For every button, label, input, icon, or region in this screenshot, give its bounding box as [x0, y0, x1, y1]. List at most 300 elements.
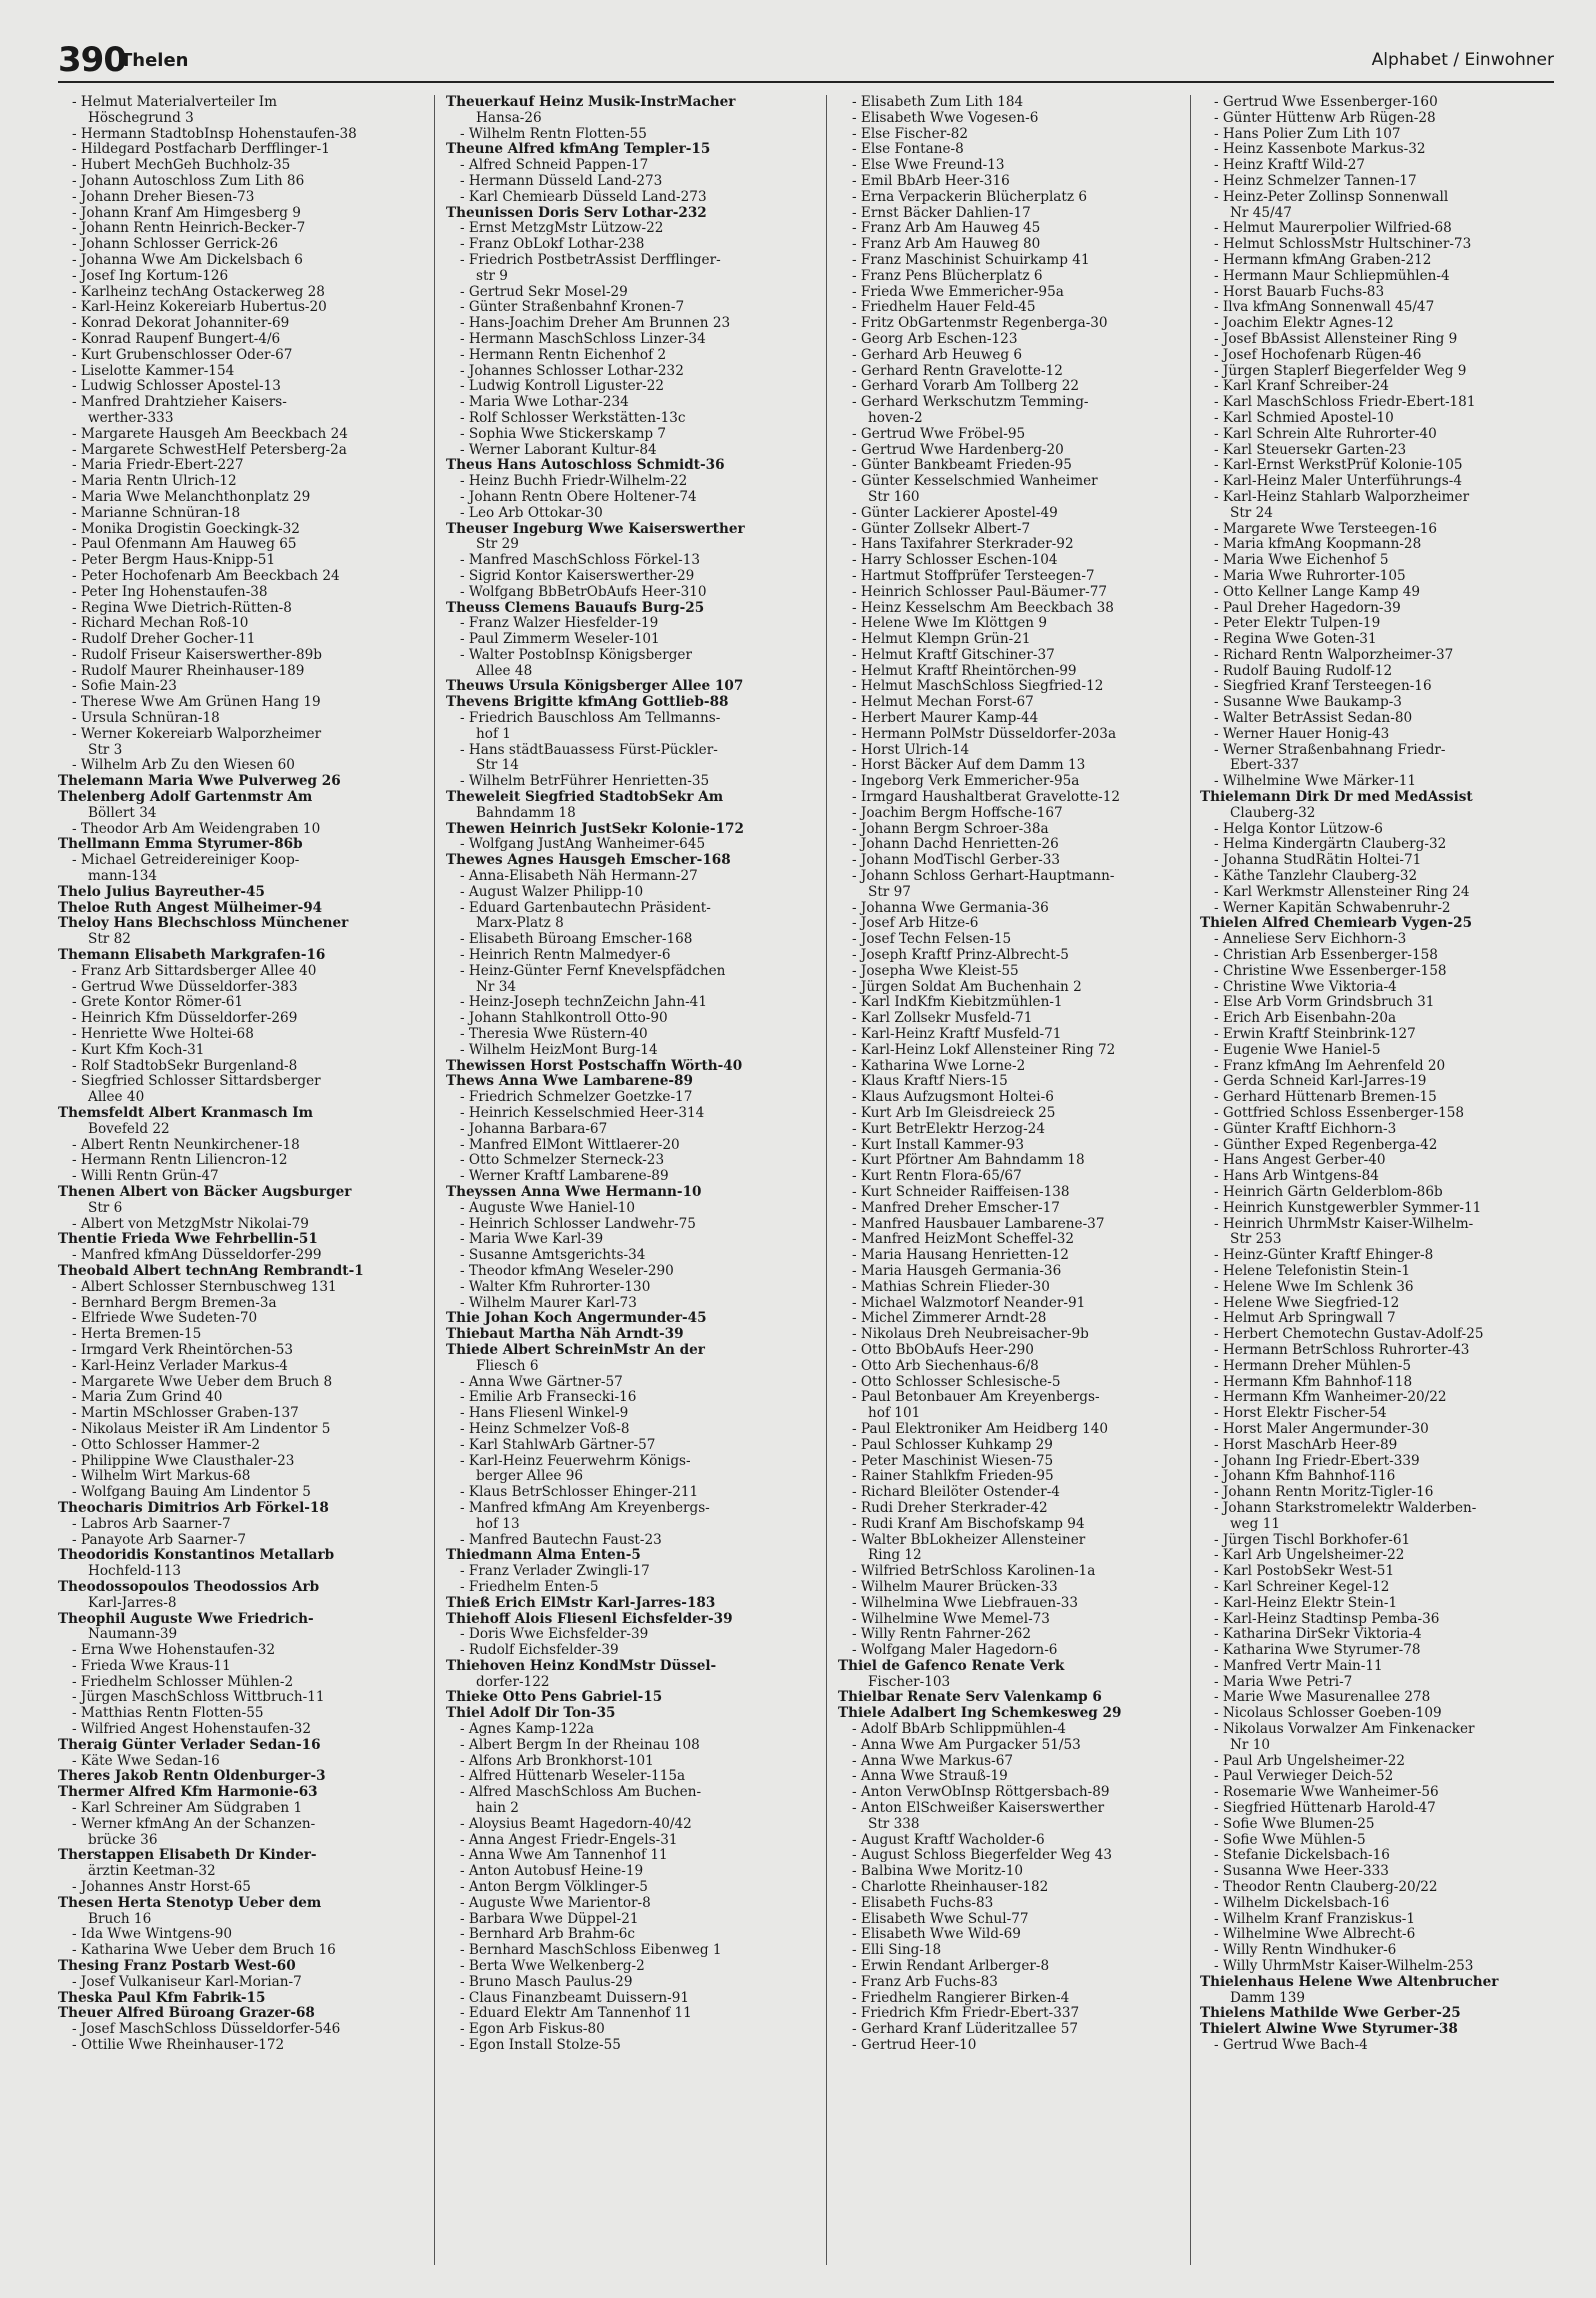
directory-line: - Wilhelm Rentn Flotten-55 [460, 126, 647, 142]
directory-line: Theweleit Siegfried StadtobSekr Am [446, 790, 724, 806]
directory-line: - Heinz-Joseph technZeichn Jahn-41 [460, 995, 707, 1011]
directory-line: Thielert Alwine Wwe Styrumer-38 [1200, 2022, 1458, 2038]
directory-line: Thewissen Horst Postschaffn Wörth-40 [446, 1058, 743, 1074]
directory-line: - Walter PostobInsp Königsberger [460, 647, 692, 663]
directory-line: - Helmut MaschSchloss Siegfried-12 [852, 679, 1104, 695]
directory-line: - Maria Rentn Ulrich-12 [72, 474, 237, 490]
directory-line: - Konrad Dekorat Johanniter-69 [72, 316, 290, 332]
directory-line: - Heinrich Gärtn Gelderblom-86b [1214, 1184, 1443, 1200]
directory-line: - Kurt Grubenschlosser Oder-67 [72, 347, 293, 363]
directory-line: - Peter Maschinist Wiesen-75 [852, 1453, 1054, 1469]
directory-line: - Johann Rentn Moritz-Tigler-16 [1214, 1485, 1434, 1501]
directory-line: - Heinz-Günter Kraftf Ehinger-8 [1214, 1248, 1434, 1264]
directory-line: - Christine Wwe Viktoria-4 [1214, 979, 1397, 995]
directory-line: Karl-Jarres-8 [88, 1595, 177, 1611]
directory-line: - Karl-Heinz Lokf Allensteiner Ring 72 [852, 1042, 1116, 1058]
directory-line: - Susanne Amtsgerichts-34 [460, 1248, 646, 1264]
directory-line: - Alfred Schneid Pappen-17 [460, 158, 649, 174]
directory-line: - Elisabeth Wwe Schul-77 [852, 1911, 1029, 1927]
directory-line: - Wilhelm Maurer Karl-73 [460, 1295, 637, 1311]
directory-line: - Anna Wwe Gärtner-57 [460, 1374, 623, 1390]
directory-line: - Günter Bankbeamt Frieden-95 [852, 458, 1072, 474]
directory-line: Str 29 [476, 537, 519, 553]
directory-line: - Helmut Materialverteiler Im [72, 95, 277, 110]
directory-line: hof 1 [476, 726, 511, 742]
directory-line: - Karl Werkmstr Allensteiner Ring 24 [1214, 884, 1470, 900]
directory-line: - Joachim Elektr Agnes-12 [1214, 316, 1394, 332]
directory-line: - Friedhelm Schlosser Mühlen-2 [72, 1674, 294, 1690]
directory-line: - Helga Kontor Lützow-6 [1214, 821, 1383, 837]
directory-line: - Eugenie Wwe Haniel-5 [1214, 1042, 1381, 1058]
directory-line: - Manfred Drahtzieher Kaisers- [72, 395, 287, 411]
directory-line: - Otto Arb Siechenhaus-6/8 [852, 1358, 1039, 1374]
directory-line: - Jürgen Tischl Borkhofer-61 [1214, 1532, 1411, 1548]
directory-line: - Maria kfmAng Koopmann-28 [1214, 537, 1422, 553]
directory-line: - August Kraftf Wacholder-6 [852, 1832, 1045, 1848]
directory-line: - Heinrich Schlosser Landwehr-75 [460, 1216, 696, 1232]
directory-line: - Gerhard Arb Heuweg 6 [852, 347, 1023, 363]
directory-line: - Willy Rentn Fahrner-262 [852, 1627, 1031, 1643]
directory-line: - Erwin Kraftf Steinbrink-127 [1214, 1027, 1416, 1043]
directory-line: Thie Johan Koch Angermunder-45 [446, 1311, 707, 1327]
directory-line: - Franz Arb Fuchs-83 [852, 1974, 998, 1990]
directory-line: - Hildegard Postfacharb Derfflinger-1 [72, 142, 330, 158]
directory-line: - Helmut Kraftf Rheintörchen-99 [852, 663, 1077, 679]
header-rule [58, 81, 1554, 83]
directory-line: - Bernhard Arb Brahm-6c [460, 1927, 636, 1943]
directory-line: - Karl-Heinz Maler Unterführungs-4 [1214, 474, 1463, 490]
directory-line: hain 2 [476, 1801, 519, 1817]
directory-line: - Josef BbAssist Allensteiner Ring 9 [1214, 331, 1458, 347]
directory-line: - Sigrid Kontor Kaiserswerther-29 [460, 568, 695, 584]
directory-line: - Matthias Rentn Flotten-55 [72, 1706, 264, 1722]
directory-line: - Anna Wwe Markus-67 [852, 1753, 1014, 1769]
directory-line: - Hans-Joachim Dreher Am Brunnen 23 [460, 316, 731, 332]
directory-line: - Albert Schlosser Sternbuschweg 131 [72, 1279, 337, 1295]
directory-line: - Egon Install Stolze-55 [460, 2038, 621, 2054]
directory-line: - Wilhelm BetrFührer Henrietten-35 [460, 774, 710, 790]
directory-line: - Wilhelm Wirt Markus-68 [72, 1469, 251, 1485]
directory-line: - Siegfried Hüttenarb Harold-47 [1214, 1801, 1436, 1817]
directory-line: - Kurt Install Kammer-93 [852, 1137, 1024, 1153]
directory-line: Thenen Albert von Bäcker Augsburger [58, 1184, 352, 1200]
directory-line: - Helene Telefonistin Stein-1 [1214, 1263, 1411, 1279]
directory-line: - Ingeborg Verk Emmericher-95a [852, 774, 1080, 790]
directory-line: - Anna Angest Friedr-Engels-31 [460, 1832, 678, 1848]
directory-line: - Johann Dreher Biesen-73 [72, 189, 255, 205]
directory-line: - Wilhelm Dickelsbach-16 [1214, 1895, 1390, 1911]
directory-line: Theuss Clemens Bauaufs Burg-25 [446, 600, 705, 616]
directory-line: - Horst Bauarb Fuchs-83 [1214, 284, 1385, 300]
directory-line: - Maria Zum Grind 40 [72, 1390, 223, 1406]
directory-line: - Katharina Wwe Ueber dem Bruch 16 [72, 1943, 336, 1959]
directory-line: - Friedhelm Rangierer Birken-4 [852, 1990, 1070, 2006]
directory-line: - Hermann PolMstr Düsseldorfer-203a [852, 726, 1117, 742]
directory-line: Thielenhaus Helene Wwe Altenbrucher [1200, 1974, 1499, 1990]
directory-line: - Manfred Bautechn Faust-23 [460, 1532, 662, 1548]
directory-line: - Anton ElSchweißer Kaiserswerther [852, 1801, 1105, 1817]
directory-line: - Manfred ElMont Wittlaerer-20 [460, 1137, 680, 1153]
directory-line: - Albert Bergm In der Rheinau 108 [460, 1737, 700, 1753]
directory-line: - Helmut Maurerpolier Wilfried-68 [1214, 221, 1452, 237]
directory-line: - Ilva kfmAng Sonnenwall 45/47 [1214, 300, 1435, 316]
directory-line: - Richard Bleilöter Ostender-4 [852, 1485, 1060, 1501]
directory-line: - Maria Wwe Karl-39 [460, 1232, 604, 1248]
directory-line: - Ida Wwe Wintgens-90 [72, 1927, 233, 1943]
directory-line: - Karl-Heinz Kraftf Musfeld-71 [852, 1027, 1062, 1043]
directory-line: Thesing Franz Postarb West-60 [58, 1959, 296, 1975]
directory-line: - Gertrud Heer-10 [852, 2038, 977, 2054]
directory-line: Str 97 [868, 884, 911, 900]
directory-line: Theune Alfred kfmAng Templer-15 [446, 142, 711, 158]
directory-line: - Hermann Rentn Liliencron-12 [72, 1153, 288, 1169]
directory-line: Theraig Günter Verlader Sedan-16 [58, 1737, 321, 1753]
directory-line: - Kurt BetrElektr Herzog-24 [852, 1121, 1045, 1137]
directory-line: - Helene Wwe Siegfried-12 [1214, 1295, 1400, 1311]
directory-line: - Heinz Buchh Friedr-Wilhelm-22 [460, 474, 688, 490]
directory-line: - Karl-Ernst WerkstPrüf Kolonie-105 [1214, 458, 1463, 474]
directory-line: - Heinrich UhrmMstr Kaiser-Wilhelm- [1214, 1216, 1474, 1232]
directory-line: - Willy UhrmMstr Kaiser-Wilhelm-253 [1214, 1959, 1474, 1975]
directory-line: - Franz Verlader Zwingli-17 [460, 1564, 650, 1580]
directory-line: - Werner Straßenbahnang Friedr- [1214, 742, 1446, 758]
directory-line: - Elisabeth Wwe Vogesen-6 [852, 110, 1039, 126]
directory-line: - Rudolf Dreher Gocher-11 [72, 632, 256, 648]
directory-line: - Agnes Kamp-122a [460, 1722, 595, 1738]
directory-line: - Gerhard Rentn Gravelotte-12 [852, 363, 1063, 379]
directory-line: - Doris Wwe Eichsfelder-39 [460, 1627, 649, 1643]
directory-line: - Maria Wwe Petri-7 [1214, 1674, 1353, 1690]
directory-line: Thiebaut Martha Näh Arndt-39 [446, 1327, 684, 1343]
directory-line: - Heinz Kassenbote Markus-32 [1214, 142, 1426, 158]
directory-line: - Philippine Wwe Clausthaler-23 [72, 1453, 295, 1469]
directory-line: - Gottfried Schloss Essenberger-158 [1214, 1106, 1465, 1121]
directory-line: - Franz kfmAng Im Aehrenfeld 20 [1214, 1058, 1446, 1074]
column-divider [434, 95, 435, 2265]
directory-line: - Maria Wwe Ruhrorter-105 [1214, 568, 1406, 584]
directory-line: - Anton Bergm Völklinger-5 [460, 1880, 648, 1896]
directory-line: - Helmut Mechan Forst-67 [852, 695, 1034, 711]
directory-line: - Sofie Main-23 [72, 679, 177, 695]
directory-line: - Hermann Dreher Mühlen-5 [1214, 1358, 1412, 1374]
directory-line: - Panayote Arb Saarner-7 [72, 1532, 247, 1548]
directory-line: - Auguste Wwe Marientor-8 [460, 1895, 651, 1911]
directory-line: Thews Anna Wwe Lambarene-89 [446, 1074, 693, 1090]
directory-line: - Hans Fliesenl Winkel-9 [460, 1406, 629, 1422]
column-4 [1200, 95, 1550, 2054]
directory-line: - Johanna Wwe Am Dickelsbach 6 [72, 252, 303, 268]
directory-line: - Georg Arb Eschen-123 [852, 331, 1018, 347]
directory-line: - Johanna Wwe Germania-36 [852, 900, 1049, 916]
directory-line: - Horst Elektr Fischer-54 [1214, 1406, 1387, 1422]
directory-line: - Gerhard Hüttenarb Bremen-15 [1214, 1090, 1437, 1106]
directory-line: - Franz Maschinist Schuirkamp 41 [852, 252, 1090, 268]
directory-line: - August Walzer Philipp-10 [460, 884, 644, 900]
directory-line: Theres Jakob Rentn Oldenburger-3 [58, 1769, 326, 1785]
directory-line: - Rosemarie Wwe Wanheimer-56 [1214, 1785, 1439, 1801]
directory-line: Marx-Platz 8 [476, 916, 564, 932]
directory-line: - Klaus Aufzugsmont Holtei-6 [852, 1090, 1054, 1106]
directory-line: - Elisabeth Fuchs-83 [852, 1895, 994, 1911]
directory-line: - Gerda Schneid Karl-Jarres-19 [1214, 1074, 1427, 1090]
directory-line: - Paul Verwieger Deich-52 [1214, 1769, 1394, 1785]
directory-line: Thielens Mathilde Wwe Gerber-25 [1200, 2006, 1461, 2022]
directory-line: - Horst MaschArb Heer-89 [1214, 1437, 1398, 1453]
directory-line: - Ludwig Kontroll Liguster-22 [460, 379, 664, 395]
directory-line: - Elisabeth Büroang Emscher-168 [460, 932, 693, 948]
directory-line: - Anna Wwe Am Purgacker 51/53 [852, 1737, 1081, 1753]
directory-line: Thielemann Dirk Dr med MedAssist [1200, 790, 1473, 806]
directory-line: - Anton VerwObInsp Röttgersbach-89 [852, 1785, 1110, 1801]
directory-line: - Jürgen Staplerf Biegerfelder Weg 9 [1214, 363, 1467, 379]
directory-line: - Karl Zollsekr Musfeld-71 [852, 1011, 1033, 1027]
directory-line: - Hermann Kfm Wanheimer-20/22 [1214, 1390, 1447, 1406]
directory-line: - Peter Ing Hohenstaufen-38 [72, 584, 268, 600]
directory-line: - Emilie Arb Fransecki-16 [460, 1390, 637, 1406]
directory-line: Thieß Erich ElMstr Karl-Jarres-183 [446, 1595, 716, 1611]
directory-line: - Josef MaschSchloss Düsseldorfer-546 [72, 2022, 341, 2038]
directory-line: dorfer-122 [476, 1674, 550, 1690]
directory-line: Str 24 [1230, 505, 1273, 521]
directory-line: - Gerhard Kranf Lüderitzallee 57 [852, 2022, 1079, 2038]
directory-line: Str 3 [88, 742, 123, 758]
directory-line: - Katharina Wwe Styrumer-78 [1214, 1643, 1421, 1659]
directory-line: - Maria Hausang Henrietten-12 [852, 1248, 1069, 1264]
column-divider [826, 95, 827, 2265]
directory-line: - Friedhelm Hauer Feld-45 [852, 300, 1036, 316]
directory-line: - Hermann Rentn Eichenhof 2 [460, 347, 667, 363]
directory-line: - Otto Schmelzer Sterneck-23 [460, 1153, 665, 1169]
directory-line: Theunissen Doris Serv Lothar-232 [446, 205, 707, 221]
directory-line: - Karl Schreiner Kegel-12 [1214, 1579, 1390, 1595]
directory-line: - Karl-Heinz Kokereiarb Hubertus-20 [72, 300, 327, 316]
directory-line: Ebert-337 [1230, 758, 1300, 774]
directory-line: - Franz Arb Sittardsberger Allee 40 [72, 963, 317, 979]
directory-line: - Josef Arb Hitze-6 [852, 916, 979, 932]
directory-line: Thielbar Renate Serv Valenkamp 6 [838, 1690, 1102, 1706]
directory-line: - Konrad Raupenf Bungert-4/6 [72, 331, 281, 347]
directory-line: - Hans städtBauassess Fürst-Pückler- [460, 742, 718, 758]
directory-line: - Henriette Wwe Holtei-68 [72, 1027, 254, 1043]
directory-line: Nr 45/47 [1230, 205, 1292, 221]
directory-line: str 9 [476, 268, 508, 284]
directory-line: - Paul Arb Ungelsheimer-22 [1214, 1753, 1406, 1769]
directory-line: - Karl-Heinz Stadtinsp Pemba-36 [1214, 1611, 1440, 1627]
directory-line: - Erwin Rendant Arlberger-8 [852, 1959, 1050, 1975]
directory-line: - Wolfgang BbBetrObAufs Heer-310 [460, 584, 707, 600]
directory-line: - Hermann Maur Schliepmühlen-4 [1214, 268, 1450, 284]
directory-line: - Manfred Vertr Main-11 [1214, 1658, 1383, 1674]
directory-line: - Ursula Schnüran-18 [72, 711, 220, 727]
directory-line: - Marie Wwe Masurenallee 278 [1214, 1690, 1431, 1706]
directory-line: - Karl-Heinz Elektr Stein-1 [1214, 1595, 1398, 1611]
directory-line: - Anneliese Serv Eichhorn-3 [1214, 932, 1407, 948]
column-2 [446, 95, 796, 2054]
directory-line: - Johanna StudRätin Holtei-71 [1214, 853, 1422, 869]
directory-line: - Kurt Schneider Raiffeisen-138 [852, 1184, 1070, 1200]
directory-line: - Bernhard Bergm Bremen-3a [72, 1295, 277, 1311]
directory-line: - Horst Maler Angermunder-30 [1214, 1421, 1429, 1437]
directory-line: Themsfeldt Albert Kranmasch Im [58, 1106, 314, 1121]
directory-line: - Hans Angest Gerber-40 [1214, 1153, 1386, 1169]
directory-line: Thevens Brigitte kfmAng Gottlieb-88 [446, 695, 729, 711]
directory-line: - Karl StahlwArb Gärtner-57 [460, 1437, 656, 1453]
directory-line: - Wilhelmine Wwe Memel-73 [852, 1611, 1050, 1627]
directory-line: - Bernhard MaschSchloss Eibenweg 1 [460, 1943, 722, 1959]
directory-line: - Leo Arb Ottokar-30 [460, 505, 603, 521]
directory-line: Therstappen Elisabeth Dr Kinder- [58, 1848, 317, 1864]
directory-line: - Emil BbArb Heer-316 [852, 173, 1010, 189]
directory-line: - Nicolaus Schlosser Goeben-109 [1214, 1706, 1442, 1722]
directory-line: - Hubert MechGeh Buchholz-35 [72, 158, 291, 174]
directory-line: - Hartmut Stoffprüfer Tersteegen-7 [852, 568, 1095, 584]
directory-line: - Heinrich Kfm Düsseldorfer-269 [72, 1011, 298, 1027]
directory-line: - Helene Wwe Im Schlenk 36 [1214, 1279, 1414, 1295]
directory-line: - Erna Wwe Hohenstaufen-32 [72, 1643, 276, 1659]
directory-line: - Josef Techn Felsen-15 [852, 932, 1012, 948]
directory-line: - Karl MaschSchloss Friedr-Ebert-181 [1214, 395, 1476, 411]
directory-line: Theloy Hans Blechschloss Münchener [58, 916, 349, 932]
directory-line: - Heinz Schmelzer Tannen-17 [1214, 173, 1417, 189]
directory-line: - Wilhelmine Wwe Märker-11 [1214, 774, 1417, 790]
directory-line: - Manfred Dreher Emscher-17 [852, 1200, 1060, 1216]
directory-line: - Friedrich PostbetrAssist Derfflinger- [460, 252, 721, 268]
directory-line: - Peter Bergm Haus-Knipp-51 [72, 553, 276, 569]
directory-line: - Joachim Bergm Hoffsche-167 [852, 805, 1063, 821]
directory-line: - Irmgard Verk Rheintörchen-53 [72, 1342, 294, 1358]
directory-line: - Wilhelm Maurer Brücken-33 [852, 1579, 1058, 1595]
directory-line: - Johanna Barbara-67 [460, 1121, 608, 1137]
directory-line: - Walter BbLokheizer Allensteiner [852, 1532, 1086, 1548]
directory-line: - Jürgen Soldat Am Buchenhain 2 [852, 979, 1082, 995]
directory-line: - Albert Rentn Neunkirchener-18 [72, 1137, 300, 1153]
directory-line: - Franz Arb Am Hauweg 80 [852, 237, 1041, 253]
directory-line: - Else Arb Vorm Grindsbruch 31 [1214, 995, 1435, 1011]
directory-line: Fliesch 6 [476, 1358, 539, 1374]
directory-line: - Irmgard Haushaltberat Gravelotte-12 [852, 790, 1121, 806]
directory-line: Theodossopoulos Theodossios Arb [58, 1579, 320, 1595]
directory-line: Str 6 [88, 1200, 123, 1216]
directory-line: - Gertrud Wwe Düsseldorfer-383 [72, 979, 298, 995]
directory-line: - Horst Ulrich-14 [852, 742, 970, 758]
directory-line: - Franz ObLokf Lothar-238 [460, 237, 645, 253]
directory-line: werther-333 [88, 410, 174, 426]
directory-line: Allee 40 [88, 1090, 145, 1106]
directory-line: - Ernst Bäcker Dahlien-17 [852, 205, 1031, 221]
directory-line: - Horst Bäcker Auf dem Damm 13 [852, 758, 1086, 774]
directory-line: Thelemann Maria Wwe Pulverweg 26 [58, 774, 341, 790]
directory-line: - Mathias Schrein Flieder-30 [852, 1279, 1050, 1295]
directory-line: Thermer Alfred Kfm Harmonie-63 [58, 1785, 318, 1801]
directory-line: - Wilhelmine Wwe Albrecht-6 [1214, 1927, 1416, 1943]
directory-line: - Günter Kraftf Eichhorn-3 [1214, 1121, 1397, 1137]
directory-line: Thewen Heinrich JustSekr Kolonie-172 [446, 821, 744, 837]
directory-line: - Elli Sing-18 [852, 1943, 942, 1959]
directory-line: - Johann ModTischl Gerber-33 [852, 853, 1061, 869]
directory-line: - Otto BbObAufs Heer-290 [852, 1342, 1034, 1358]
directory-line: Höschegrund 3 [88, 110, 194, 126]
directory-line: - Frieda Wwe Kraus-11 [72, 1658, 231, 1674]
directory-line: - Rudolf Friseur Kaiserswerther-89b [72, 647, 322, 663]
directory-line: - Johann Kranf Am Himgesberg 9 [72, 205, 301, 221]
directory-line: Thiedmann Alma Enten-5 [446, 1548, 641, 1564]
directory-line: Clauberg-32 [1230, 805, 1316, 821]
page-header [58, 40, 1554, 80]
directory-line: - Heinz-Günter Fernf Knevelspfädchen [460, 963, 726, 979]
directory-line: - Wilfried BetrSchloss Karolinen-1a [852, 1564, 1096, 1580]
directory-line: Thewes Agnes Hausgeh Emscher-168 [446, 853, 731, 869]
directory-line: - Alfred MaschSchloss Am Buchen- [460, 1785, 702, 1801]
directory-line: - Maria Wwe Eichenhof 5 [1214, 553, 1389, 569]
directory-line: Thentie Frieda Wwe Fehrbellin-51 [58, 1232, 318, 1248]
directory-line: Str 253 [1230, 1232, 1282, 1248]
directory-line: - Herbert Chemotechn Gustav-Adolf-25 [1214, 1327, 1484, 1343]
directory-line: - Regina Wwe Dietrich-Rütten-8 [72, 600, 292, 616]
directory-line: - Karl Kranf Schreiber-24 [1214, 379, 1389, 395]
directory-line: - Christine Wwe Essenberger-158 [1214, 963, 1447, 979]
directory-line: - Johann Ing Friedr-Ebert-339 [1214, 1453, 1420, 1469]
directory-line: - Ludwig Schlosser Apostel-13 [72, 379, 281, 395]
directory-line: - Günter Kesselschmied Wanheimer [852, 474, 1098, 490]
directory-line: - Maria Hausgeh Germania-36 [852, 1263, 1062, 1279]
directory-line: - Karlheinz techAng Ostackerweg 28 [72, 284, 325, 300]
directory-line: - Johann Dachd Henrietten-26 [852, 837, 1059, 853]
directory-line: - Wilhelmina Wwe Liebfrauen-33 [852, 1595, 1079, 1611]
directory-line: Allee 48 [476, 663, 533, 679]
directory-line: - Karl Schrein Alte Ruhrorter-40 [1214, 426, 1437, 442]
directory-line: - Werner Hauer Honig-43 [1214, 726, 1390, 742]
directory-line: Thellmann Emma Styrumer-86b [58, 837, 303, 853]
directory-line: - Hermann kfmAng Graben-212 [1214, 252, 1432, 268]
directory-line: - Herbert Maurer Kamp-44 [852, 711, 1039, 727]
directory-line: hof 101 [868, 1406, 921, 1422]
directory-line: - Siegfried Kranf Tersteegen-16 [1214, 679, 1432, 695]
directory-line: - Labros Arb Saarner-7 [72, 1516, 231, 1532]
directory-line: - Helmut Kraftf Gitschiner-37 [852, 647, 1055, 663]
directory-line: Str 338 [868, 1816, 920, 1832]
directory-line: - Else Wwe Freund-13 [852, 158, 1005, 174]
directory-line: Hansa-26 [476, 110, 542, 126]
directory-line: - Johann Schloss Gerhart-Hauptmann- [852, 869, 1115, 885]
directory-line: - Friedrich Kfm Friedr-Ebert-337 [852, 2006, 1080, 2022]
directory-line: - Rudolf Maurer Rheinhauser-189 [72, 663, 305, 679]
directory-line: - Fritz ObGartenmstr Regenberga-30 [852, 316, 1108, 332]
directory-line: - Liselotte Kammer-154 [72, 363, 235, 379]
directory-line: - Wolfgang Bauing Am Lindentor 5 [72, 1485, 311, 1501]
directory-line: - Sophia Wwe Stickerskamp 7 [460, 426, 667, 442]
directory-line: - Hans Arb Wintgens-84 [1214, 1169, 1379, 1185]
directory-line: - Theodor Arb Am Weidengraben 10 [72, 821, 321, 837]
directory-line: - Grete Kontor Römer-61 [72, 995, 244, 1011]
directory-line: - Sofie Wwe Blumen-25 [1214, 1816, 1375, 1832]
directory-line: Thiehoff Alois Fliesenl Eichsfelder-39 [446, 1611, 733, 1627]
directory-line: - Karl IndKfm Kiebitzmühlen-1 [852, 995, 1063, 1011]
directory-line: - Anna Wwe Am Tannenhof 11 [460, 1848, 668, 1864]
directory-line: Böllert 34 [88, 805, 157, 821]
directory-line: - Manfred Hausbauer Lambarene-37 [852, 1216, 1105, 1232]
directory-line: - Johannes Anstr Horst-65 [72, 1880, 251, 1896]
directory-line: Theloe Ruth Angest Mülheimer-94 [58, 900, 323, 916]
directory-line: - Wolfgang JustAng Wanheimer-645 [460, 837, 706, 853]
directory-line: Thiede Albert SchreinMstr An der [446, 1342, 705, 1358]
directory-line: - Manfred kfmAng Düsseldorfer-299 [72, 1248, 322, 1264]
directory-line: Theodoridis Konstantinos Metallarb [58, 1548, 335, 1564]
directory-line: Thieke Otto Pens Gabriel-15 [446, 1690, 663, 1706]
directory-line: - Adolf BbArb Schlippmühlen-4 [852, 1722, 1066, 1738]
directory-line: - Klaus BetrSchlosser Ehinger-211 [460, 1485, 699, 1501]
directory-line: - Johann Rentn Heinrich-Becker-7 [72, 221, 306, 237]
directory-line: - Karl-Heinz Feuerwehrm Königs- [460, 1453, 691, 1469]
